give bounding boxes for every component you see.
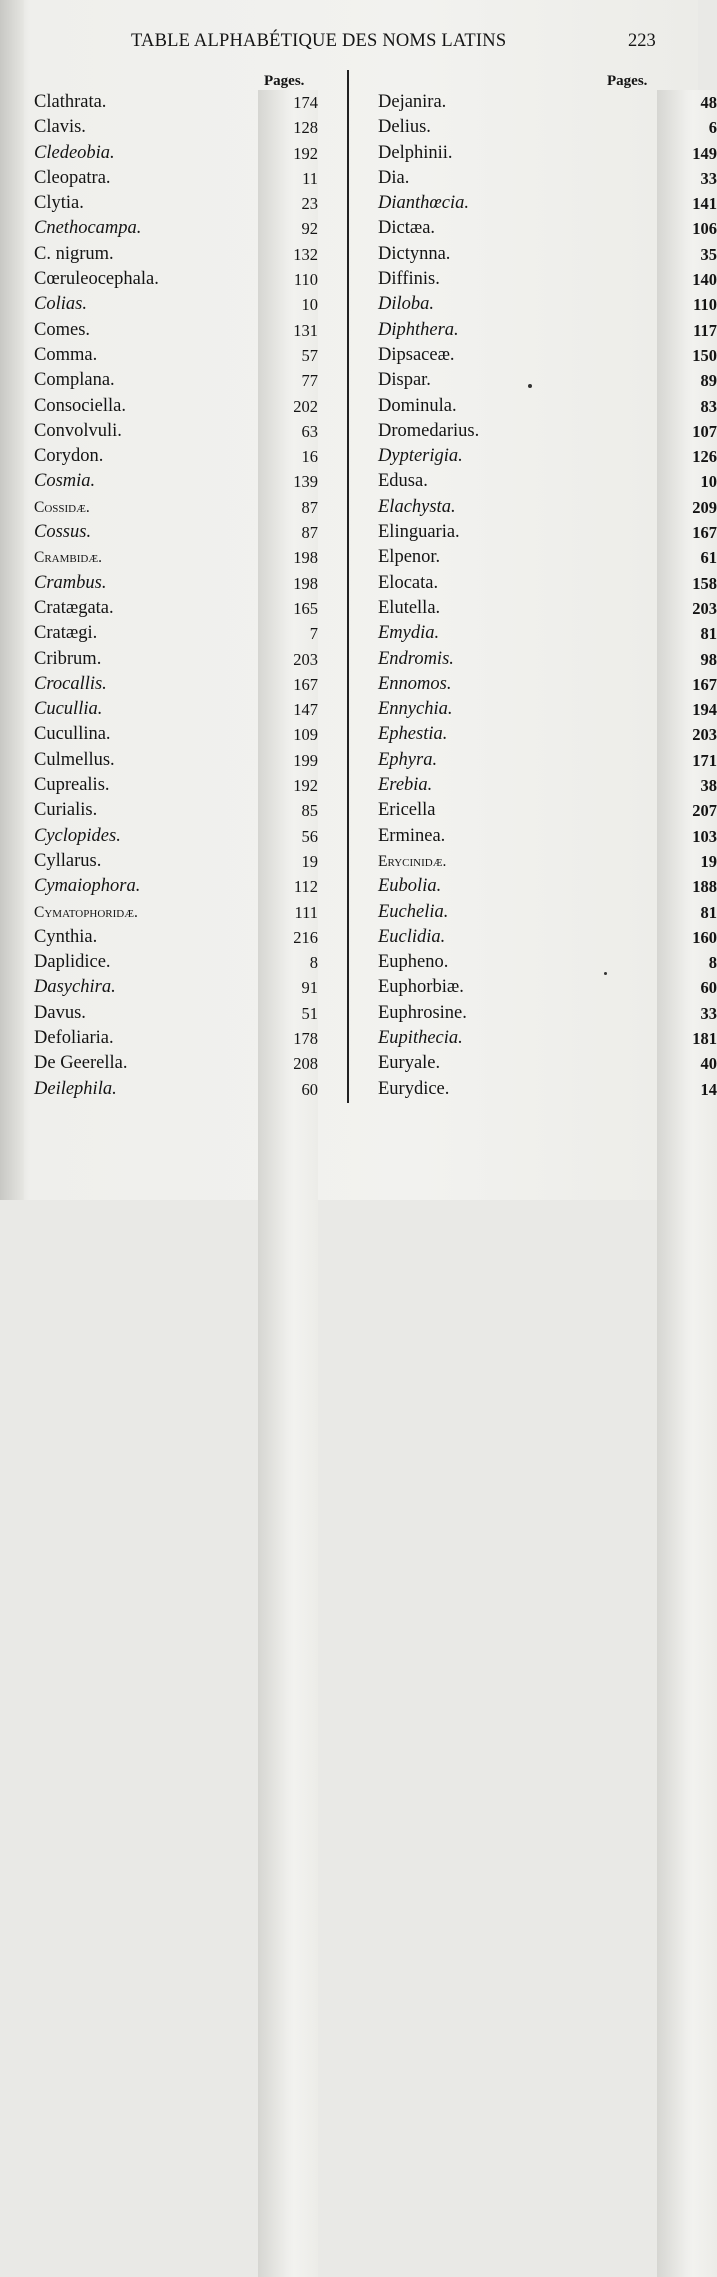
left-column-heading: Pages. (264, 73, 305, 89)
index-entry (0, 621, 330, 646)
entry-name: Deilephila. (34, 1078, 117, 1099)
entry-page-number: 158 (657, 571, 717, 1771)
entry-name: Cledeobia. (34, 142, 115, 163)
left-index-column (0, 90, 330, 1102)
entry-page-number: 89 (657, 368, 717, 1568)
entry-name: Dasychira. (34, 977, 116, 998)
entry-name: Defoliaria. (34, 1027, 114, 1048)
index-entry (0, 1077, 330, 1102)
index-entry (0, 874, 330, 899)
index-entry (0, 672, 330, 697)
index-entry (360, 748, 717, 773)
index-entry (360, 621, 717, 646)
entry-page-number: 87 (258, 495, 318, 1695)
entry-page-number: 178 (258, 1026, 318, 2226)
index-entry (0, 571, 330, 596)
index-entry (360, 722, 717, 747)
index-entry (360, 267, 717, 292)
entry-name: Diloba. (378, 294, 435, 315)
entry-name: Delius. (378, 117, 431, 138)
entry-name: Comes. (34, 319, 91, 340)
entry-name: Elpenor. (378, 547, 441, 568)
entry-page-number: 23 (258, 191, 318, 1391)
entry-page-number: 126 (657, 444, 717, 1644)
index-entry (360, 874, 717, 899)
entry-name: Cyclopides. (34, 825, 121, 846)
entry-name: Euryale. (378, 1053, 441, 1074)
index-entry (360, 495, 717, 520)
entry-page-number: 207 (657, 798, 717, 1998)
index-entry (360, 90, 717, 115)
entry-name: Colias. (34, 294, 87, 315)
index-entry (0, 343, 330, 368)
entry-page-number: 110 (657, 292, 717, 1492)
index-entry (0, 419, 330, 444)
index-entry (0, 292, 330, 317)
entry-name: Diffinis. (378, 269, 440, 290)
entry-name: Corydon. (34, 446, 104, 467)
index-entry (360, 647, 717, 672)
index-entry (0, 1026, 330, 1051)
entry-page-number: 77 (258, 368, 318, 1568)
index-entry (0, 849, 330, 874)
entry-page-number: 202 (258, 394, 318, 1594)
entry-page-number: 160 (657, 925, 717, 2125)
entry-page-number: 209 (657, 495, 717, 1695)
index-entry (0, 394, 330, 419)
entry-page-number: 81 (657, 621, 717, 1821)
index-entry (0, 722, 330, 747)
entry-name: Elinguaria. (378, 522, 460, 543)
entry-page-number: 141 (657, 191, 717, 1391)
index-entry (360, 242, 717, 267)
entry-page-number: 11 (258, 166, 318, 1366)
entry-name: Edusa. (378, 471, 428, 492)
entry-name: Dominula. (378, 395, 457, 416)
index-entry (0, 520, 330, 545)
entry-page-number: 128 (258, 115, 318, 1315)
index-entry (0, 798, 330, 823)
entry-name: Elocata. (378, 572, 439, 593)
entry-page-number: 8 (258, 950, 318, 2150)
index-entry (360, 419, 717, 444)
entry-page-number: 194 (657, 697, 717, 1897)
entry-name: Eupithecia. (378, 1027, 463, 1048)
entry-name: Cymaiophora. (34, 876, 141, 897)
index-entry (0, 141, 330, 166)
entry-name: Cucullia. (34, 699, 103, 720)
entry-page-number: 61 (657, 545, 717, 1745)
entry-page-number: 140 (657, 267, 717, 1467)
entry-page-number: 16 (258, 444, 318, 1644)
entry-page-number: 83 (657, 394, 717, 1594)
entry-name: Consociella. (34, 395, 126, 416)
entry-name: Clytia. (34, 193, 84, 214)
entry-page-number: 106 (657, 216, 717, 1416)
entry-page-number: 165 (258, 596, 318, 1796)
entry-page-number: 91 (258, 975, 318, 2175)
index-entry (360, 394, 717, 419)
entry-page-number: 198 (258, 571, 318, 1771)
entry-name: Eupheno. (378, 952, 449, 973)
entry-name: Cossus. (34, 522, 92, 543)
entry-page-number: 110 (258, 267, 318, 1467)
right-column-heading: Pages. (607, 73, 648, 89)
entry-page-number: 107 (657, 419, 717, 1619)
index-entry (360, 368, 717, 393)
entry-page-number: 167 (657, 520, 717, 1720)
entry-page-number: 167 (657, 672, 717, 1872)
entry-page-number: 203 (657, 596, 717, 1796)
index-entry (360, 318, 717, 343)
index-entry (360, 520, 717, 545)
entry-page-number: 87 (258, 520, 318, 1720)
entry-page-number: 111 (258, 900, 318, 2100)
entry-page-number: 132 (258, 242, 318, 1442)
entry-name: Emydia. (378, 623, 440, 644)
index-entry (0, 748, 330, 773)
index-entry (360, 343, 717, 368)
entry-name: Crambus. (34, 572, 107, 593)
index-entry (360, 1026, 717, 1051)
entry-page-number: 174 (258, 90, 318, 1290)
index-entry (360, 900, 717, 925)
index-entry (0, 90, 330, 115)
entry-page-number: 56 (258, 824, 318, 2024)
entry-name: Davus. (34, 1002, 86, 1023)
index-entry (0, 267, 330, 292)
entry-page-number: 63 (258, 419, 318, 1619)
entry-page-number: 199 (258, 748, 318, 1948)
entry-name: Ennomos. (378, 673, 452, 694)
entry-page-number: 181 (657, 1026, 717, 2226)
entry-page-number: 112 (258, 874, 318, 2074)
entry-name: Dispar. (378, 370, 431, 391)
index-entry (0, 975, 330, 1000)
entry-name: Crocallis. (34, 673, 107, 694)
entry-page-number: 40 (657, 1051, 717, 2251)
entry-name: Delphinii. (378, 142, 453, 163)
entry-name: Dipsaceæ. (378, 344, 455, 365)
entry-page-number: 192 (258, 773, 318, 1973)
index-entry (0, 242, 330, 267)
index-entry (360, 672, 717, 697)
entry-name: Convolvuli. (34, 420, 122, 441)
entry-page-number: 7 (258, 621, 318, 1821)
entry-page-number: 216 (258, 925, 318, 2125)
entry-name: Complana. (34, 370, 115, 391)
entry-page-number: 60 (258, 1077, 318, 2277)
index-entry (0, 900, 330, 925)
entry-name: Erebia. (378, 775, 433, 796)
index-entry (360, 292, 717, 317)
entry-name: Curialis. (34, 800, 98, 821)
entry-name: Cnethocampa. (34, 218, 142, 239)
index-entry (360, 444, 717, 469)
index-entry (360, 925, 717, 950)
entry-name: Dictynna. (378, 243, 451, 264)
index-entry (360, 798, 717, 823)
entry-page-number: 38 (657, 773, 717, 1973)
entry-name: Cœruleocephala. (34, 269, 159, 290)
entry-name: Dypterigia. (378, 446, 463, 467)
entry-name: Cynthia. (34, 926, 98, 947)
index-entry (360, 1051, 717, 1076)
index-entry (0, 469, 330, 494)
entry-page-number: 198 (258, 545, 318, 1745)
entry-name: Clavis. (34, 117, 86, 138)
entry-name: Dictæa. (378, 218, 436, 239)
entry-name: C. nigrum. (34, 243, 114, 264)
entry-name: Diphthera. (378, 319, 459, 340)
entry-name: Comma. (34, 344, 98, 365)
entry-page-number: 51 (258, 1001, 318, 2201)
index-entry (360, 824, 717, 849)
entry-name: Eubolia. (378, 876, 442, 897)
entry-name: Euphorbiæ. (378, 977, 464, 998)
entry-page-number: 188 (657, 874, 717, 2074)
ink-speck (604, 972, 607, 975)
entry-name: Cossidæ. (34, 498, 90, 516)
entry-page-number: 98 (657, 647, 717, 1847)
index-entry (0, 1051, 330, 1076)
entry-name: Euchelia. (378, 901, 449, 922)
index-entry (0, 925, 330, 950)
entry-name: Ennychia. (378, 699, 453, 720)
index-entry (360, 596, 717, 621)
entry-page-number: 103 (657, 824, 717, 2024)
index-entry (0, 596, 330, 621)
entry-page-number: 19 (657, 849, 717, 2049)
entry-page-number: 149 (657, 141, 717, 1341)
entry-page-number: 33 (657, 166, 717, 1366)
entry-page-number: 117 (657, 318, 717, 1518)
column-divider (347, 70, 349, 1103)
entry-page-number: 48 (657, 90, 717, 1290)
entry-name: Dejanira. (378, 92, 447, 112)
entry-name: Culmellus. (34, 749, 115, 770)
entry-name: Ericella (378, 800, 436, 821)
entry-page-number: 60 (657, 975, 717, 2175)
entry-name: Cratægi. (34, 623, 98, 644)
index-entry (360, 697, 717, 722)
entry-name: Erminea. (378, 825, 446, 846)
index-entry (360, 469, 717, 494)
index-entry (360, 166, 717, 191)
entry-name: Eurydice. (378, 1078, 450, 1099)
entry-name: Elachysta. (378, 496, 456, 517)
entry-page-number: 14 (657, 1077, 717, 2277)
entry-name: Ephestia. (378, 724, 448, 745)
entry-page-number: 203 (657, 722, 717, 1922)
entry-page-number: 10 (258, 292, 318, 1492)
index-entry (360, 773, 717, 798)
entry-page-number: 171 (657, 748, 717, 1948)
entry-name: Endromis. (378, 648, 454, 669)
entry-page-number: 139 (258, 469, 318, 1669)
entry-name: Cucullina. (34, 724, 111, 745)
index-entry (360, 545, 717, 570)
entry-name: Dromedarius. (378, 420, 480, 441)
entry-name: Euclidia. (378, 926, 446, 947)
entry-name: De Geerella. (34, 1053, 128, 1074)
entry-page-number: 203 (258, 647, 318, 1847)
index-entry (0, 368, 330, 393)
index-entry (360, 950, 717, 975)
page-title: TABLE ALPHABÉTIQUE DES NOMS LATINS (131, 31, 507, 51)
page-number: 223 (628, 31, 656, 51)
index-entry (360, 115, 717, 140)
index-entry (0, 950, 330, 975)
entry-page-number: 85 (258, 798, 318, 1998)
entry-name: Elutella. (378, 597, 441, 618)
index-entry (0, 318, 330, 343)
index-entry (360, 1077, 717, 1102)
entry-page-number: 35 (657, 242, 717, 1442)
index-entry (360, 141, 717, 166)
entry-page-number: 147 (258, 697, 318, 1897)
index-entry (360, 1001, 717, 1026)
entry-page-number: 150 (657, 343, 717, 1543)
entry-page-number: 131 (258, 318, 318, 1518)
entry-name: Cleopatra. (34, 167, 111, 188)
entry-page-number: 167 (258, 672, 318, 1872)
entry-name: Ephyra. (378, 749, 438, 770)
entry-name: Dianthœcia. (378, 193, 469, 214)
entry-page-number: 208 (258, 1051, 318, 2251)
entry-name: Clathrata. (34, 92, 107, 112)
entry-page-number: 19 (258, 849, 318, 2049)
entry-page-number: 109 (258, 722, 318, 1922)
index-entry (0, 824, 330, 849)
index-entry (0, 216, 330, 241)
index-entry (360, 571, 717, 596)
entry-page-number: 81 (657, 900, 717, 2100)
entry-page-number: 33 (657, 1001, 717, 2201)
entry-name: Cyllarus. (34, 850, 102, 871)
index-entry (0, 1001, 330, 1026)
index-entry (0, 773, 330, 798)
entry-name: Dia. (378, 167, 410, 188)
index-entry (0, 697, 330, 722)
index-entry (360, 975, 717, 1000)
entry-page-number: 192 (258, 141, 318, 1341)
entry-page-number: 92 (258, 216, 318, 1416)
entry-page-number: 8 (657, 950, 717, 2150)
index-entry (360, 191, 717, 216)
entry-name: Daplidice. (34, 952, 111, 973)
index-entry (0, 444, 330, 469)
entry-name: Euphrosine. (378, 1002, 467, 1023)
index-entry (0, 647, 330, 672)
entry-name: Cosmia. (34, 471, 96, 492)
entry-name: Crambidæ. (34, 549, 102, 567)
index-entry (0, 191, 330, 216)
entry-page-number: 6 (657, 115, 717, 1315)
ink-speck (528, 384, 532, 388)
entry-name: Cuprealis. (34, 775, 110, 796)
running-head (0, 31, 698, 55)
index-entry (360, 216, 717, 241)
entry-name: Cymatophoridæ. (34, 903, 138, 921)
index-entry (0, 545, 330, 570)
entry-name: Erycinidæ. (378, 852, 447, 870)
index-entry (0, 115, 330, 140)
entry-name: Cratægata. (34, 597, 114, 618)
index-entry (0, 495, 330, 520)
index-entry (360, 849, 717, 874)
right-index-column (360, 90, 717, 1102)
entry-page-number: 57 (258, 343, 318, 1543)
entry-page-number: 10 (657, 469, 717, 1669)
index-entry (0, 166, 330, 191)
entry-name: Cribrum. (34, 648, 102, 669)
